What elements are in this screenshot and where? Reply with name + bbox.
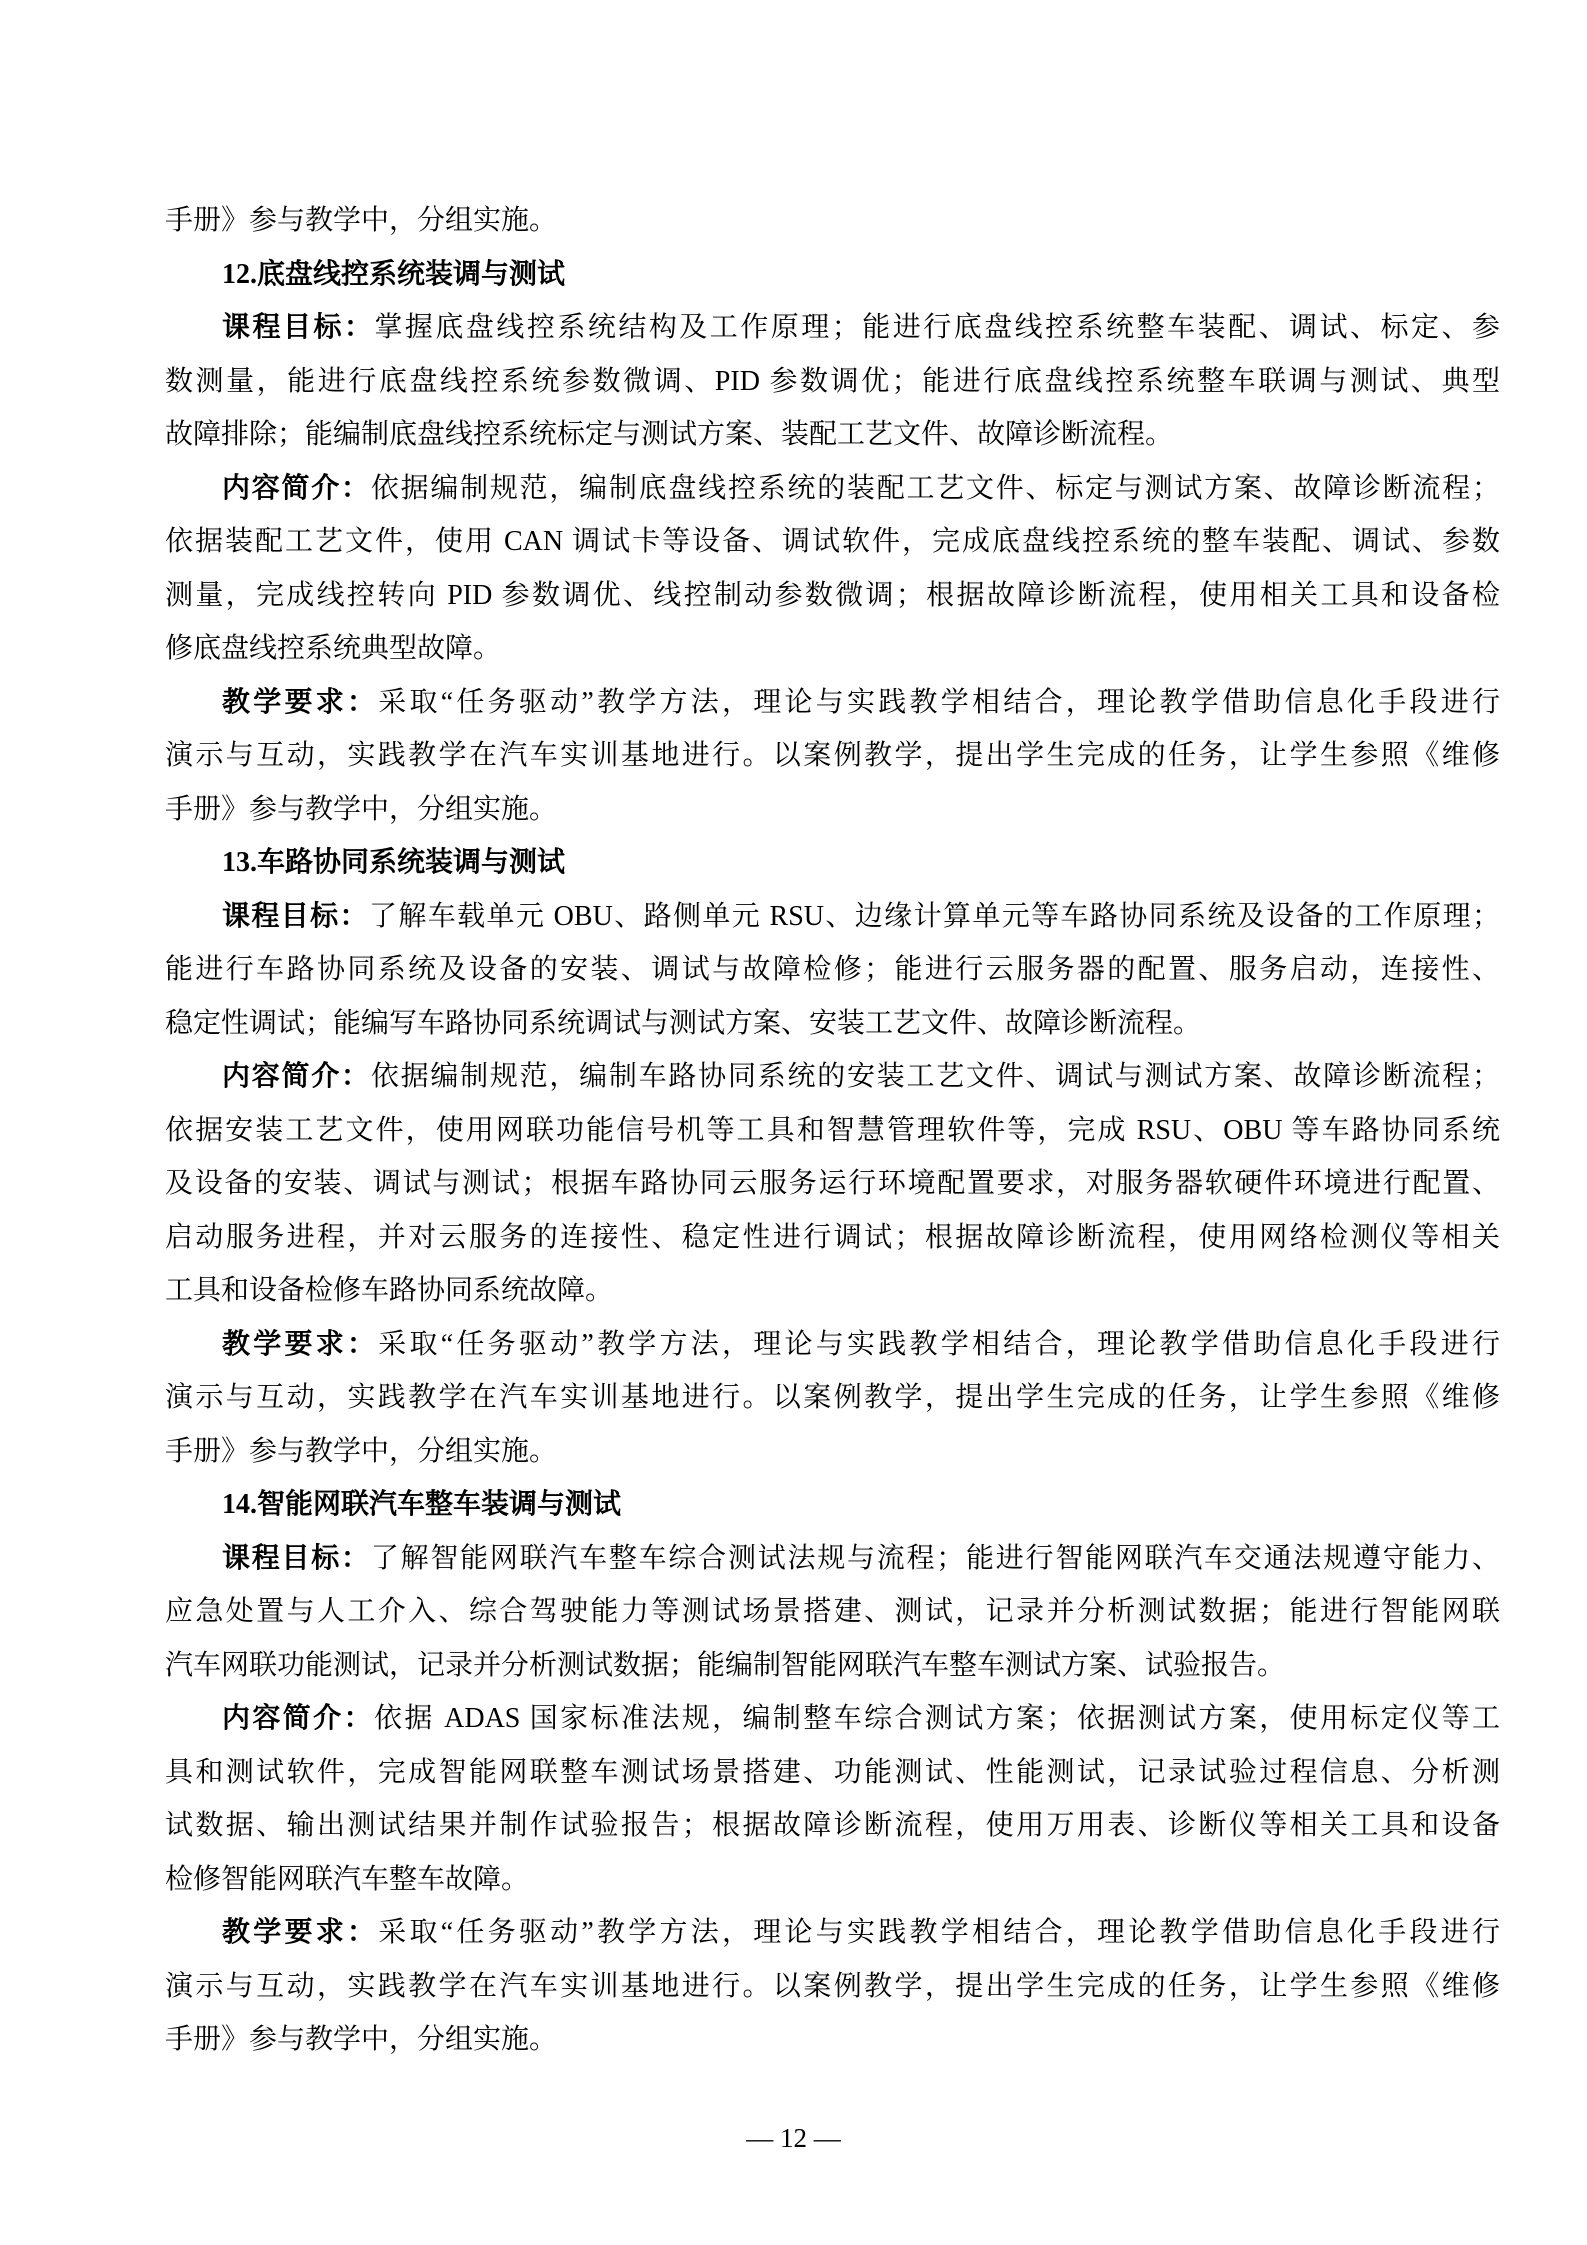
line-text: 依据编制规范，编制底盘线控系统的装配工艺文件、标定与测试方案、故障诊断流程； (370, 472, 1500, 504)
text-line (165, 1050, 1500, 1104)
text-line (165, 676, 1500, 730)
line-text: 检修智能网联汽车整车故障。 (165, 1863, 530, 1895)
text-line (165, 1906, 1500, 1960)
text-block (165, 194, 1500, 2067)
text-line (165, 355, 1500, 409)
paragraph-label: 课程目标： (222, 1542, 371, 1574)
text-line (165, 1585, 1500, 1639)
text-line (165, 408, 1500, 462)
line-text: 试数据、输出测试结果并制作试验报告；根据故障诊断流程，使用万用表、诊断仪等相关工具和设备 (165, 1810, 1500, 1841)
line-text: 演示与互动，实践教学在汽车实训基地进行。以案例教学，提出学生完成的任务，让学生参照《维修 (165, 740, 1500, 771)
paragraph-label: 内容简介： (222, 472, 371, 504)
line-text: 演示与互动，实践教学在汽车实训基地进行。以案例教学，提出学生完成的任务，让学生参照《维修 (165, 1970, 1500, 2002)
paragraph-label: 教学要求： (222, 1917, 379, 1948)
line-text: 采取“任务驱动”教学方法，理论与实践教学相结合，理论教学借助信息化手段进行 (378, 1917, 1500, 1948)
line-text: 测量，完成线控转向 PID 参数调优、线控制动参数微调；根据故障诊断流程，使用相关工具和设备检 (165, 579, 1500, 611)
text-line (165, 301, 1500, 355)
text-line (165, 1104, 1500, 1158)
text-line (165, 1853, 1500, 1907)
line-text: 工具和设备检修车路协同系统故障。 (165, 1275, 614, 1306)
text-line (165, 1264, 1500, 1318)
paragraph-label: 教学要求： (222, 1328, 379, 1360)
text-line (165, 1799, 1500, 1853)
line-text: 能进行车路协同系统及设备的安装、调试与故障检修；能进行云服务器的配置、服务启动，连接性、 (165, 954, 1500, 985)
line-text: 14.智能网联汽车整车装调与测试 (222, 1489, 622, 1520)
line-text: 启动服务进程，并对云服务的连接性、稳定性进行调试；根据故障诊断流程，使用网络检测仪等相关 (165, 1221, 1500, 1253)
line-text: 手册》参与教学中，分组实施。 (165, 1435, 558, 1467)
text-line (165, 2013, 1500, 2067)
text-line (165, 890, 1500, 944)
text-line (165, 1425, 1500, 1479)
text-line (165, 622, 1500, 676)
line-text: 汽车网联功能测试，记录并分析测试数据；能编制智能网联汽车整车测试方案、试验报告。 (165, 1649, 1286, 1681)
paragraph-label: 内容简介： (222, 1703, 374, 1734)
line-text: 采取“任务驱动”教学方法，理论与实践教学相结合，理论教学借助信息化手段进行 (378, 686, 1500, 718)
text-line (165, 1211, 1500, 1265)
text-line (165, 1532, 1500, 1586)
page-number: — 12 — (746, 2123, 841, 2153)
line-text: 了解车载单元 OBU、路侧单元 RSU、边缘计算单元等车路协同系统及设备的工作原理； (368, 900, 1500, 932)
text-line (165, 943, 1500, 997)
line-text: 演示与互动，实践教学在汽车实训基地进行。以案例教学，提出学生完成的任务，让学生参照《维修 (165, 1382, 1500, 1413)
text-line (165, 515, 1500, 569)
line-text: 数测量，能进行底盘线控系统参数微调、PID 参数调优；能进行底盘线控系统整车联调与测试、典型 (165, 365, 1500, 397)
line-text: 13.车路协同系统装调与测试 (222, 847, 566, 878)
text-line (165, 1960, 1500, 2014)
text-line (165, 462, 1500, 516)
paragraph-label: 教学要求： (222, 686, 379, 718)
line-text: 稳定性调试；能编写车路协同系统调试与测试方案、安装工艺文件、故障诊断流程。 (165, 1007, 1202, 1039)
text-line (165, 783, 1500, 837)
line-text: 手册》参与教学中，分组实施。 (165, 2024, 558, 2055)
paragraph-label: 课程目标： (222, 900, 369, 932)
section-heading (165, 836, 1500, 890)
text-line (165, 1639, 1500, 1693)
text-line (165, 194, 1500, 248)
text-line (165, 729, 1500, 783)
line-text: 依据 ADAS 国家标准法规，编制整车综合测试方案；依据测试方案，使用标定仪等工 (373, 1703, 1500, 1734)
section-heading (165, 248, 1500, 302)
line-text: 修底盘线控系统典型故障。 (165, 633, 502, 664)
line-text: 手册》参与教学中，分组实施。 (165, 205, 558, 236)
section-heading (165, 1478, 1500, 1532)
paragraph-label: 内容简介： (222, 1061, 371, 1092)
line-text: 故障排除；能编制底盘线控系统标定与测试方案、装配工艺文件、故障诊断流程。 (165, 419, 1174, 450)
line-text: 依据编制规范，编制车路协同系统的安装工艺文件、调试与测试方案、故障诊断流程； (370, 1061, 1500, 1092)
paragraph-label: 课程目标： (222, 312, 375, 343)
line-text: 采取“任务驱动”教学方法，理论与实践教学相结合，理论教学借助信息化手段进行 (378, 1328, 1500, 1360)
line-text: 应急处置与人工介入、综合驾驶能力等测试场景搭建、测试，记录并分析测试数据；能进行智能网联 (165, 1596, 1500, 1627)
line-text: 依据装配工艺文件，使用 CAN 调试卡等设备、调试软件，完成底盘线控系统的整车装配、调试、参数 (165, 526, 1500, 557)
text-line (165, 1692, 1500, 1746)
line-text: 掌握底盘线控系统结构及工作原理；能进行底盘线控系统整车装配、调试、标定、参 (374, 312, 1500, 343)
line-text: 12.底盘线控系统装调与测试 (222, 258, 566, 290)
text-line (165, 569, 1500, 623)
line-text: 及设备的安装、调试与测试；根据车路协同云服务运行环境配置要求，对服务器软硬件环境进行配置、 (165, 1168, 1500, 1199)
text-line (165, 1157, 1500, 1211)
line-text: 手册》参与教学中，分组实施。 (165, 793, 558, 825)
text-line (165, 1371, 1500, 1425)
line-text: 了解智能网联汽车整车综合测试法规与流程；能进行智能网联汽车交通法规遵守能力、 (370, 1542, 1500, 1574)
text-line (165, 1318, 1500, 1372)
text-line (165, 997, 1500, 1051)
line-text: 具和测试软件，完成智能网联整车测试场景搭建、功能测试、性能测试，记录试验过程信息、分析测 (165, 1756, 1500, 1788)
line-text: 依据安装工艺文件，使用网联功能信号机等工具和智慧管理软件等，完成 RSU、OBU 等车路协同系统 (165, 1114, 1500, 1146)
text-line (165, 1746, 1500, 1800)
